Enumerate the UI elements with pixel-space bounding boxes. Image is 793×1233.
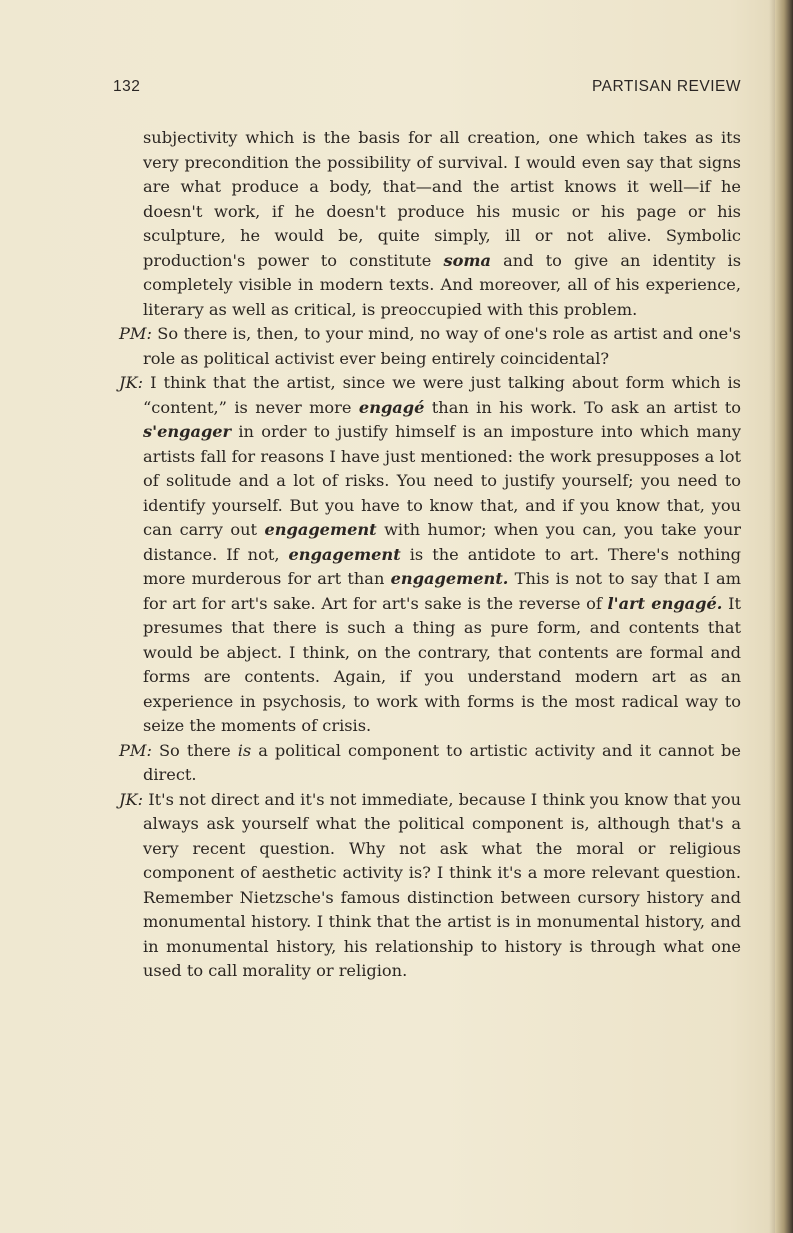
journal-title: PARTISAN REVIEW [591,78,741,95]
book-spine [775,0,793,1233]
paragraph-continuation: subjectivity which is the basis for all creation, one which takes as its very precondition the possibility of survival. I would even say that signs are what produce a body, that—and the artist knows it well—if he doesn't work, if he doesn't produce his music or his page or his sculpture, he would be, quite simply, ill or not alive. Symbolic production's power to constitute soma and to give an identity is completely visible in modern texts. And moreover, all of his experience, literary as well as critical, is preoccupied with this problem. [143,128,741,319]
speaker-jk: JK: [119,373,144,392]
article-body [119,126,742,984]
running-head [113,78,741,102]
emphasis-soma: soma [443,250,492,270]
page-number: 132 [113,78,141,95]
answer-jk-1: JK: I think that the artist, since we were just talking about form which is “content,” is never more engagé than in his work. To ask an artist to s'engager in order to justify himself is an imposture into which many artists fall for reasons I have just mentioned: the work presupposes a lot of solitude and a lot of risks. You need to justify yourself; you need to identify yourself. But you have to know that, and if you know that, you can carry out engagement with humor; when you can, you take your distance. If not, engagement is the antidote to art. There's nothing more murderous for art than engagement. This is not to say that I am for art for art's sake. Art for art's sake is the reverse of l'art engagé. It presumes that there is such a thing as pure form, and contents that would be abject. I think, on the contrary, that contents are formal and forms are contents. Again, if you understand modern art as an experience in psychosis, to work with forms is the most radical way to seize the moments of crisis. [119,373,742,735]
question-pm-1: PM: So there is, then, to your mind, no way of one's role as artist and one's role as political activist ever being entirely coincidental? [119,324,741,368]
question-pm-2: PM: So there is a political component to artistic activity and it cannot be direct. [119,740,741,784]
speaker-pm: PM: [119,740,152,760]
speaker-jk: JK: [119,789,144,809]
speaker-pm: PM: [119,324,152,343]
answer-jk-2: JK: It's not direct and it's not immediate, because I think you know that you always ask yourself what the political component is, although that's a very recent question. Why not ask what the moral or religious component of aesthetic activity is? I think it's a more relevant question. Remember Nietzsche's famous distinction between cursory history and monumental history. I think that the artist is in monumental history, and in monumental history, his relationship to history is through what one used to call morality or religion. [119,789,741,980]
